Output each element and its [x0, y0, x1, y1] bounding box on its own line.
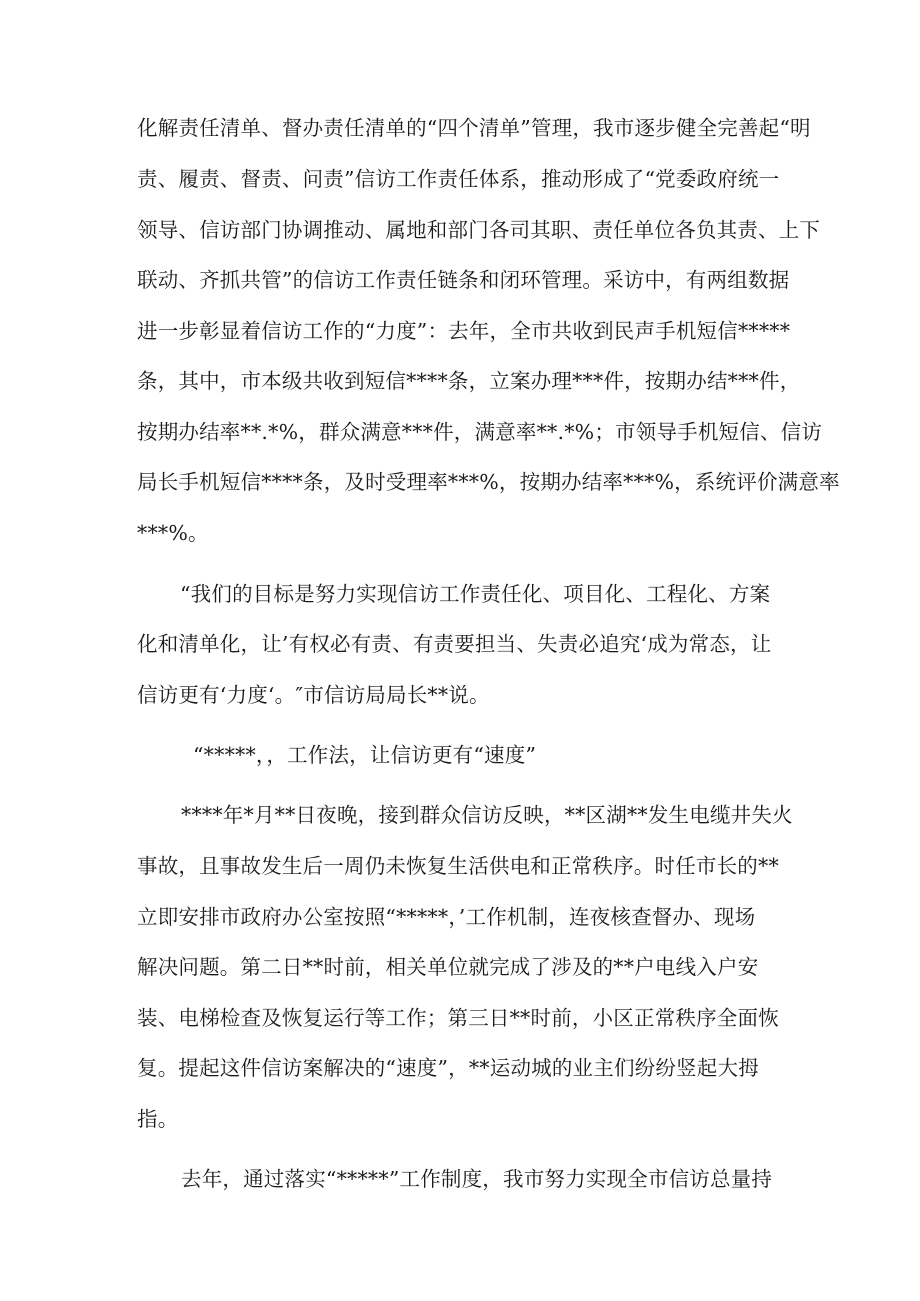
text-line: “我们的目标是努力实现信访工作责任化、项目化、工程化、方案: [180, 582, 771, 606]
text-line: 化解责任清单、督办责任清单的“四个清单”管理，我市逐步健全完善起“明: [137, 116, 811, 140]
text-line: 事故，且事故发生后一周仍未恢复生活供电和正常秩序。时任市长的**: [137, 854, 779, 878]
text-line: 化和清单化，让’有权必有责、有责要担当、失责必追究‘成为常态，让: [137, 632, 772, 656]
text-line: 信访更有‘力度‘。″市信访局局长**说。: [137, 683, 490, 707]
text-line: 装、电梯检查及恢复运行等工作；第三日**时前，小区正常秩序全面恢: [137, 1006, 779, 1030]
text-line: 立即安排市政府办公室按照“*****，’工作机制，连夜核查督办、现场: [137, 905, 756, 929]
text-line: ****年*月**日夜晚，接到群众信访反映，**区湖**发生电缆井失火: [181, 803, 793, 827]
text-line: 去年，通过落实“*****”工作制度，我市努力实现全市信访总量持: [181, 1167, 773, 1191]
text-line: 联动、齐抓共管”的信访工作责任链条和闭环管理。采访中，有两组数据: [137, 268, 790, 292]
text-line: 责、履责、督责、问责”信访工作责任体系，推动形成了“党委政府统一: [137, 167, 780, 191]
text-line: 进一步彰显着信访工作的“力度”：去年，全市共收到民声手机短信*****: [137, 319, 791, 343]
text-line: 复。提起这件信访案解决的“速度”，**运动城的业主们纷纷竖起大拇: [137, 1056, 759, 1080]
text-line: 领导、信访部门协调推动、属地和部门各司其职、责任单位各负其责、上下: [137, 218, 821, 242]
text-line: 解决问题。第二日**时前，相关单位就完成了涉及的**户电线入户安: [137, 955, 759, 979]
section-heading: “*****，，工作法，让信访更有“速度”: [193, 743, 537, 767]
text-line: 条，其中，市本级共收到短信****条，立案办理***件，按期办结***件，: [137, 369, 801, 393]
text-line: 局长手机短信****条，及时受理率***%，按期办结率***%，系统评价满意率: [137, 470, 840, 494]
text-line: ***%。: [137, 521, 209, 545]
text-line: 指。: [137, 1107, 179, 1131]
text-line: 按期办结率**.*%，群众满意***件，满意率**.*%；市领导手机短信、信访: [137, 420, 823, 444]
